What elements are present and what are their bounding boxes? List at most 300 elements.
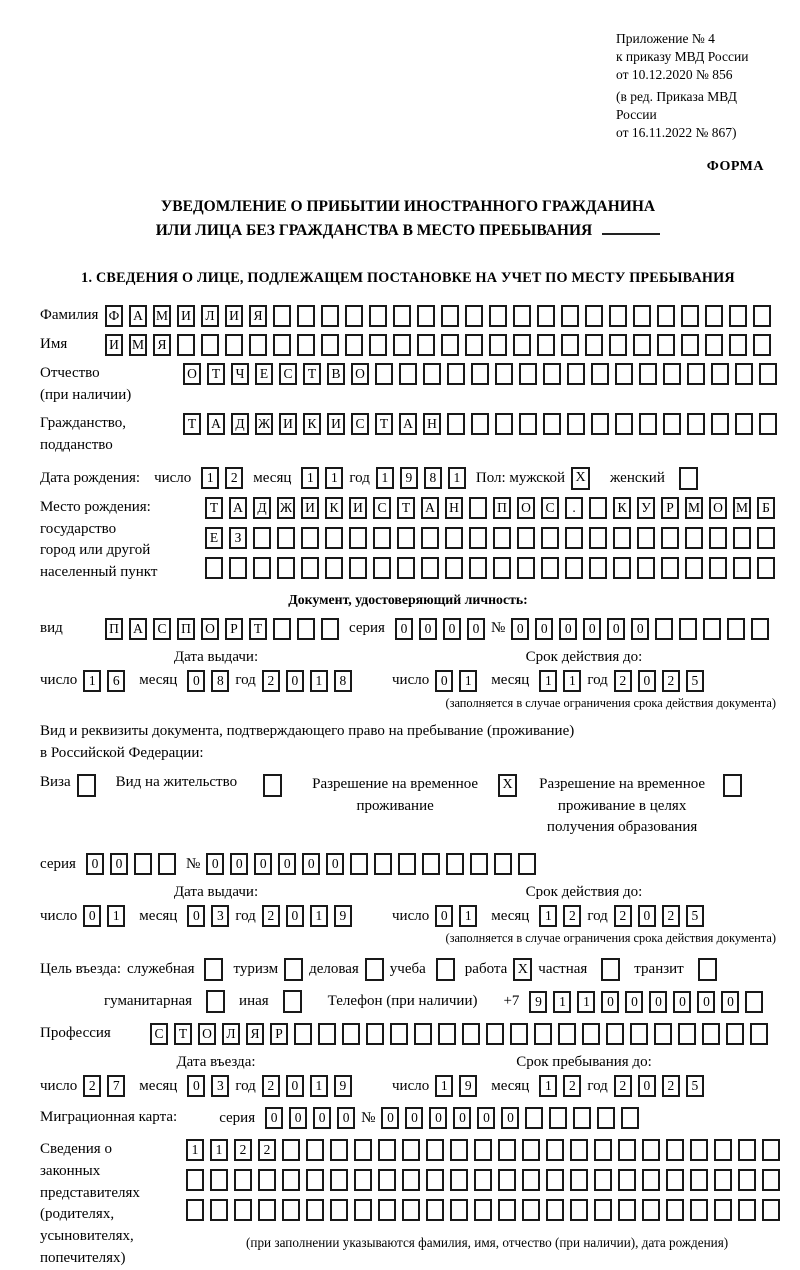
char-cell	[727, 618, 745, 640]
char-cell: Н	[445, 497, 463, 519]
char-cell: 0	[649, 991, 667, 1013]
char-cell: 1	[210, 1139, 228, 1161]
char-cell	[297, 305, 315, 327]
purpose-humanitarian-checkbox	[206, 990, 225, 1013]
expiry-month-cells	[539, 905, 581, 927]
char-cell: К	[613, 497, 631, 519]
char-cell: 1	[310, 905, 328, 927]
char-cell	[469, 527, 487, 549]
char-cell	[378, 1169, 396, 1191]
month-label: месяц	[491, 672, 530, 689]
series-label: серия	[219, 1109, 256, 1126]
char-cell	[234, 1169, 252, 1191]
char-cell: 1	[459, 670, 477, 692]
char-cell	[735, 413, 753, 435]
expiry-date-heading: Срок действия до:	[525, 648, 643, 665]
char-cell: Я	[153, 334, 171, 356]
char-cell	[543, 413, 561, 435]
char-cell: 0	[405, 1107, 423, 1129]
char-cell: 0	[511, 618, 529, 640]
char-cell	[417, 334, 435, 356]
char-cell	[510, 1023, 528, 1045]
char-cell	[654, 1023, 672, 1045]
char-cell	[253, 527, 271, 549]
temp-residence-checkbox: X	[498, 774, 517, 797]
char-cell	[738, 1169, 756, 1191]
char-cell	[421, 527, 439, 549]
profession-cells	[150, 1023, 768, 1045]
representatives-row3	[186, 1199, 780, 1221]
char-cell	[751, 618, 769, 640]
doc-number-label: №	[490, 620, 506, 637]
char-cell	[471, 363, 489, 385]
char-cell	[469, 497, 487, 519]
char-cell	[594, 1139, 612, 1161]
phone-label: Телефон (при наличии)	[327, 993, 478, 1010]
char-cell	[663, 363, 681, 385]
char-cell	[759, 363, 777, 385]
char-cell	[541, 557, 559, 579]
forma-label: ФОРМА	[706, 158, 764, 174]
char-cell	[534, 1023, 552, 1045]
char-cell	[297, 618, 315, 640]
char-cell: 1	[553, 991, 571, 1013]
year-label: год	[587, 672, 608, 689]
field-name	[40, 334, 776, 356]
char-cell	[225, 334, 243, 356]
char-cell	[210, 1199, 228, 1221]
char-cell: 2	[563, 905, 581, 927]
char-cell	[666, 1169, 684, 1191]
char-cell: 0	[313, 1107, 331, 1129]
char-cell: 2	[662, 905, 680, 927]
char-cell: 0	[419, 618, 437, 640]
char-cell	[522, 1199, 540, 1221]
representatives-label: Сведения о законных представителях (родителях, усыновителях, попечителях)	[40, 1141, 140, 1266]
char-cell: 1	[201, 467, 219, 489]
char-cell: 2	[262, 670, 280, 692]
char-cell	[690, 1199, 708, 1221]
char-cell	[757, 557, 775, 579]
char-cell: С	[150, 1023, 168, 1045]
char-cell	[325, 527, 343, 549]
purpose-transit-label: транзит	[634, 961, 684, 978]
option-residence-permit: Вид на жительство	[116, 774, 282, 797]
stay-month-cells	[539, 1075, 581, 1097]
doc-series-label: серия	[349, 620, 385, 637]
blank-underline	[602, 221, 660, 235]
char-cell: П	[177, 618, 195, 640]
char-cell	[301, 557, 319, 579]
expiry-date-heading: Срок действия до:	[525, 884, 643, 901]
char-cell	[469, 557, 487, 579]
visit-purpose-label: Цель въезда:	[40, 961, 121, 978]
char-cell	[426, 1199, 444, 1221]
month-label: месяц	[139, 1077, 178, 1094]
char-cell: 6	[107, 670, 125, 692]
char-cell	[513, 305, 531, 327]
char-cell	[546, 1199, 564, 1221]
expiry-year-cells	[614, 905, 704, 927]
char-cell: К	[303, 413, 321, 435]
char-cell	[445, 527, 463, 549]
identity-doc-row	[40, 618, 776, 640]
residence-doc-series-row	[40, 853, 776, 875]
char-cell	[474, 1199, 492, 1221]
char-cell: Е	[255, 363, 273, 385]
char-cell	[422, 853, 440, 875]
char-cell	[711, 363, 729, 385]
char-cell: 1	[301, 467, 319, 489]
purpose-work-label: работа	[464, 961, 508, 978]
char-cell: 2	[662, 1075, 680, 1097]
stay-year-cells	[614, 1075, 704, 1097]
char-cell	[597, 1107, 615, 1129]
char-cell	[711, 413, 729, 435]
char-cell	[642, 1169, 660, 1191]
purpose-official-label: служебная	[126, 961, 195, 978]
char-cell: 0	[230, 853, 248, 875]
number-label: №	[361, 1109, 376, 1126]
char-cell: 1	[186, 1139, 204, 1161]
char-cell: 0	[477, 1107, 495, 1129]
day-label: число	[392, 1077, 430, 1094]
char-cell: 2	[614, 670, 632, 692]
char-cell	[486, 1023, 504, 1045]
char-cell	[594, 1169, 612, 1191]
char-cell	[494, 853, 512, 875]
char-cell: 5	[686, 1075, 704, 1097]
char-cell	[402, 1199, 420, 1221]
option-temp-residence-education: Разрешение на временное проживание в целях получения образования	[531, 774, 742, 839]
birth-place-label: Место рождения: государство город или другой населенный пункт	[40, 498, 158, 581]
char-cell	[618, 1169, 636, 1191]
char-cell: М	[685, 497, 703, 519]
char-cell: 1	[325, 467, 343, 489]
issue-day-cells	[83, 905, 125, 927]
representatives-rows	[186, 1139, 780, 1251]
purpose-other-checkbox	[283, 990, 302, 1013]
year-label: год	[235, 1077, 256, 1094]
visit-purpose-row2	[104, 990, 776, 1013]
stay-until-heading: Срок пребывания до:	[516, 1054, 652, 1071]
char-cell	[354, 1199, 372, 1221]
char-cell	[402, 1139, 420, 1161]
char-cell: О	[351, 363, 369, 385]
char-cell: 2	[258, 1139, 276, 1161]
char-cell	[714, 1199, 732, 1221]
char-cell: И	[177, 305, 195, 327]
char-cell	[366, 1023, 384, 1045]
char-cell: А	[229, 497, 247, 519]
char-cell	[519, 363, 537, 385]
char-cell	[687, 363, 705, 385]
char-cell	[589, 497, 607, 519]
doc-type-label: вид	[40, 620, 63, 637]
entry-month-cells	[187, 1075, 229, 1097]
char-cell	[249, 334, 267, 356]
surname-label: Фамилия	[40, 306, 99, 323]
char-cell: И	[279, 413, 297, 435]
char-cell: 2	[614, 905, 632, 927]
char-cell: 0	[110, 853, 128, 875]
char-cell: 0	[286, 905, 304, 927]
char-cell	[378, 1139, 396, 1161]
char-cell	[609, 305, 627, 327]
char-cell	[373, 527, 391, 549]
char-cell	[518, 853, 536, 875]
char-cell: 1	[310, 1075, 328, 1097]
purpose-other-label: иная	[239, 993, 269, 1010]
purpose-study-checkbox	[436, 958, 455, 981]
char-cell: С	[541, 497, 559, 519]
char-cell: Ж	[255, 413, 273, 435]
char-cell: 1	[577, 991, 595, 1013]
char-cell	[390, 1023, 408, 1045]
char-cell	[561, 334, 579, 356]
char-cell	[495, 363, 513, 385]
char-cell	[414, 1023, 432, 1045]
doc-series-cells	[395, 618, 485, 640]
char-cell: 1	[459, 905, 477, 927]
expiry-note: (заполняется в случае ограничения срока действия документа)	[445, 695, 776, 710]
char-cell: 0	[673, 991, 691, 1013]
char-cell	[639, 413, 657, 435]
char-cell	[637, 527, 655, 549]
field-representatives	[40, 1139, 776, 1270]
char-cell	[570, 1199, 588, 1221]
entry-day-cells	[83, 1075, 125, 1097]
char-cell: 0	[535, 618, 553, 640]
char-cell: Д	[253, 497, 271, 519]
char-cell: Р	[270, 1023, 288, 1045]
char-cell: 0	[206, 853, 224, 875]
identity-doc-dates	[40, 649, 776, 711]
char-cell: М	[733, 497, 751, 519]
expiry-day-cells	[435, 670, 477, 692]
char-cell: 1	[310, 670, 328, 692]
char-cell	[470, 853, 488, 875]
char-cell: 0	[265, 1107, 283, 1129]
form-title	[40, 195, 776, 243]
year-label: год	[587, 1077, 608, 1094]
char-cell	[615, 363, 633, 385]
char-cell: К	[325, 497, 343, 519]
char-cell	[687, 413, 705, 435]
regulation-reference	[616, 30, 776, 142]
char-cell	[498, 1199, 516, 1221]
purpose-private-checkbox	[601, 958, 620, 981]
char-cell	[318, 1023, 336, 1045]
sex-male-checkbox: X	[571, 467, 590, 490]
issue-month-cells	[187, 670, 229, 692]
char-cell	[273, 618, 291, 640]
char-cell: 9	[334, 1075, 352, 1097]
char-cell	[393, 305, 411, 327]
char-cell	[402, 1169, 420, 1191]
char-cell: 1	[83, 670, 101, 692]
char-cell	[489, 334, 507, 356]
entry-dates	[40, 1054, 776, 1097]
char-cell: 8	[424, 467, 442, 489]
char-cell	[679, 618, 697, 640]
char-cell	[474, 1169, 492, 1191]
field-birth-place	[40, 497, 776, 584]
char-cell	[426, 1169, 444, 1191]
char-cell	[441, 334, 459, 356]
form-title-line2: ИЛИ ЛИЦА БЕЗ ГРАЖДАНСТВА В МЕСТО ПРЕБЫВАНИЯ	[155, 221, 593, 239]
char-cell: И	[349, 497, 367, 519]
day-label: число	[40, 1077, 78, 1094]
purpose-tourism-label: туризм	[233, 961, 279, 978]
expiry-note: (заполняется в случае ограничения срока действия документа)	[445, 931, 776, 946]
char-cell	[567, 363, 585, 385]
expiry-year-cells	[614, 670, 704, 692]
char-cell	[762, 1139, 780, 1161]
char-cell: Я	[249, 305, 267, 327]
field-profession	[40, 1023, 776, 1045]
purpose-tourism-checkbox	[284, 958, 303, 981]
char-cell: И	[105, 334, 123, 356]
char-cell: 0	[337, 1107, 355, 1129]
expiry-month-cells	[539, 670, 581, 692]
citizenship-label: Гражданство, подданство	[40, 415, 127, 454]
month-label: месяц	[253, 469, 292, 486]
char-cell: 0	[559, 618, 577, 640]
char-cell: М	[129, 334, 147, 356]
char-cell	[757, 527, 775, 549]
char-cell	[345, 334, 363, 356]
year-label: год	[235, 907, 256, 924]
meta-line: от 16.11.2022 № 867)	[616, 125, 737, 141]
char-cell	[733, 527, 751, 549]
char-cell	[709, 557, 727, 579]
char-cell: А	[129, 618, 147, 640]
char-cell: О	[198, 1023, 216, 1045]
representatives-row1	[186, 1139, 780, 1161]
meta-line: от 10.12.2020 № 856	[616, 66, 733, 82]
char-cell: 8	[334, 670, 352, 692]
char-cell: В	[327, 363, 345, 385]
visit-purpose-row1	[40, 958, 776, 981]
char-cell	[570, 1139, 588, 1161]
char-cell	[465, 334, 483, 356]
char-cell	[621, 1107, 639, 1129]
char-cell: 1	[539, 1075, 557, 1097]
char-cell: О	[183, 363, 201, 385]
char-cell	[158, 853, 176, 875]
char-cell: 0	[625, 991, 643, 1013]
day-label: число	[392, 907, 430, 924]
char-cell: 0	[638, 1075, 656, 1097]
char-cell: Т	[249, 618, 267, 640]
char-cell: Ч	[231, 363, 249, 385]
char-cell: 0	[501, 1107, 519, 1129]
char-cell	[762, 1199, 780, 1221]
char-cell	[573, 1107, 591, 1129]
char-cell	[201, 334, 219, 356]
purpose-official-checkbox	[204, 958, 223, 981]
phone-cells	[529, 991, 763, 1013]
char-cell: 1	[376, 467, 394, 489]
patronymic-label: Отчество (при наличии)	[40, 364, 132, 403]
char-cell	[258, 1199, 276, 1221]
year-label: год	[587, 907, 608, 924]
char-cell: 2	[662, 670, 680, 692]
char-cell: 1	[435, 1075, 453, 1097]
char-cell	[657, 305, 675, 327]
char-cell	[513, 334, 531, 356]
section1-heading: 1. СВЕДЕНИЯ О ЛИЦЕ, ПОДЛЕЖАЩЕМ ПОСТАНОВКЕ НА УЧЕТ ПО МЕСТУ ПРЕБЫВАНИЯ	[81, 269, 735, 286]
residence-doc-intro: Вид и реквизиты документа, подтверждающего право на пребывание (проживание) в Российской Федерации:	[40, 722, 575, 762]
residence-permit-checkbox	[263, 774, 282, 797]
char-cell	[282, 1169, 300, 1191]
sex-female-label: женский	[610, 469, 665, 486]
sex-male-label: Пол: мужской	[475, 469, 566, 486]
char-cell: Р	[661, 497, 679, 519]
char-cell: 3	[211, 905, 229, 927]
char-cell: 0	[435, 905, 453, 927]
char-cell	[354, 1169, 372, 1191]
char-cell: П	[105, 618, 123, 640]
char-cell	[321, 334, 339, 356]
residence-doc-dates	[40, 884, 776, 946]
char-cell: 9	[529, 991, 547, 1013]
migration-card-label: Миграционная карта:	[40, 1109, 178, 1126]
char-cell	[450, 1199, 468, 1221]
char-cell: Т	[174, 1023, 192, 1045]
year-label: год	[235, 672, 256, 689]
form-title-line1: УВЕДОМЛЕНИЕ О ПРИБЫТИИ ИНОСТРАННОГО ГРАЖДАНИНА	[160, 197, 656, 215]
char-cell	[393, 334, 411, 356]
char-cell	[666, 1199, 684, 1221]
birth-date-label: Дата рождения:	[40, 469, 141, 486]
char-cell	[549, 1107, 567, 1129]
char-cell	[438, 1023, 456, 1045]
char-cell	[738, 1199, 756, 1221]
char-cell: З	[229, 527, 247, 549]
char-cell	[567, 413, 585, 435]
char-cell: 0	[607, 618, 625, 640]
char-cell	[630, 1023, 648, 1045]
issue-date-heading: Дата выдачи:	[173, 884, 259, 901]
char-cell	[585, 334, 603, 356]
char-cell: 0	[278, 853, 296, 875]
char-cell: 0	[601, 991, 619, 1013]
char-cell: 2	[262, 905, 280, 927]
char-cell: Д	[231, 413, 249, 435]
day-label: число	[40, 672, 78, 689]
char-cell: 7	[107, 1075, 125, 1097]
char-cell: 2	[225, 467, 243, 489]
char-cell: 0	[429, 1107, 447, 1129]
purpose-transit-checkbox	[698, 958, 717, 981]
doc-type-cells	[105, 618, 339, 640]
char-cell	[273, 305, 291, 327]
char-cell	[726, 1023, 744, 1045]
char-cell	[733, 557, 751, 579]
birth-day-cells	[201, 467, 243, 489]
char-cell	[666, 1139, 684, 1161]
char-cell: 0	[721, 991, 739, 1013]
char-cell	[330, 1199, 348, 1221]
char-cell	[375, 363, 393, 385]
visa-checkbox	[77, 774, 96, 797]
char-cell: 9	[334, 905, 352, 927]
char-cell: Т	[303, 363, 321, 385]
char-cell: 0	[83, 905, 101, 927]
char-cell: Б	[757, 497, 775, 519]
